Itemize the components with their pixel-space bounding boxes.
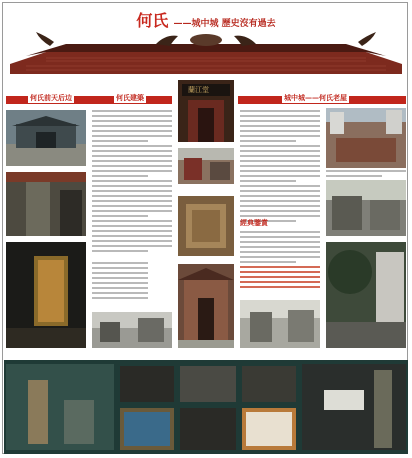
mid-text-block: [240, 110, 320, 230]
roof-illustration: [6, 30, 406, 80]
aerial-city-photo: [326, 108, 406, 168]
left-list-block: [92, 262, 172, 306]
title-main: 何氏: [136, 11, 169, 30]
entrance-plaque-photo: [178, 80, 234, 142]
title-sub: ——城中城 歷史沒有過去: [173, 19, 276, 29]
poster-title: [0, 8, 412, 31]
aerial-caption: [326, 170, 406, 180]
courtyard-photo: [326, 180, 406, 236]
shrine-interior-photo: [6, 242, 86, 348]
wall-relief-photo: [178, 196, 234, 256]
highlight-heading: 經典鑒賞: [240, 219, 268, 227]
street-scene-photo: [92, 312, 172, 348]
highlight-block: [240, 216, 320, 294]
alley-photo: [240, 300, 320, 348]
tree-street-photo: [326, 242, 406, 348]
gate-facade-photo: [178, 264, 234, 348]
ancestral-hall-photo: [6, 110, 86, 166]
carved-pillar-photo: [6, 172, 86, 236]
left-section-label: 何氏前天后边: [30, 94, 72, 102]
plaque-text: 蘭江堂: [188, 86, 209, 94]
bottom-gallery: [4, 360, 408, 454]
village-street-photo: [178, 148, 234, 184]
left-text-block: [92, 110, 172, 258]
mid-section-label: 何氏建築: [116, 94, 144, 102]
right-section-label: 城中城——何氏老屋: [284, 94, 347, 102]
